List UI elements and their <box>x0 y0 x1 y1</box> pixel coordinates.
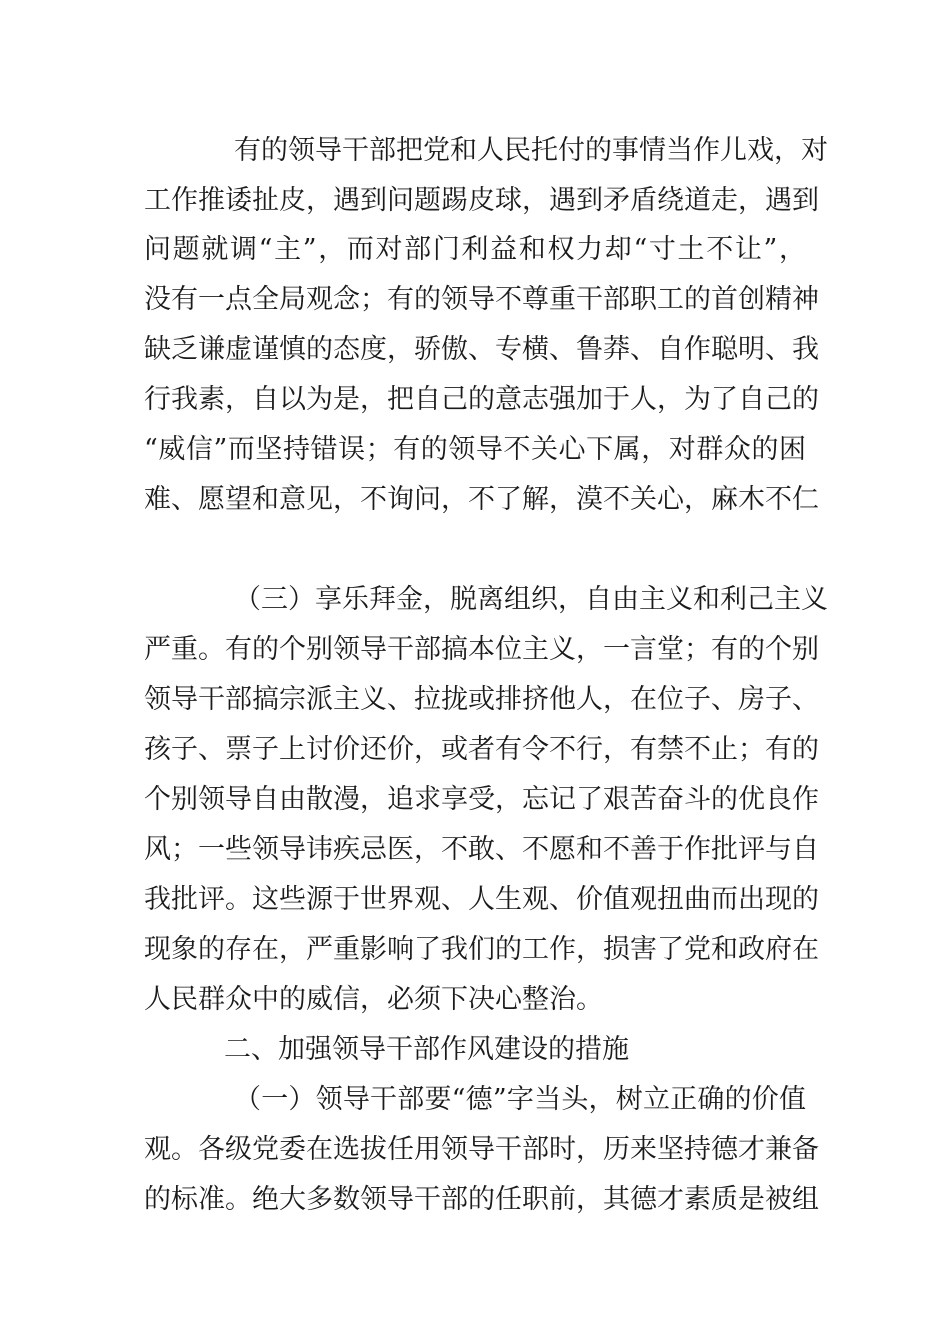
text-line: 工作推诿扯皮，遇到问题踢皮球，遇到矛盾绕道走，遇到 <box>144 185 819 216</box>
text-line: 问题就调“主”，而对部门利益和权力却“寸土不让”， <box>144 234 806 265</box>
text-line: 有的领导干部把党和人民托付的事情当作儿戏，对 <box>234 135 828 166</box>
text-line: 风；一些领导讳疾忌医，不敢、不愿和不善于作批评与自 <box>144 834 819 865</box>
text-line: 的标准。绝大多数领导干部的任职前，其德才素质是被组 <box>144 1184 819 1215</box>
text-line: 个别领导自由散漫，追求享受，忘记了艰苦奋斗的优良作 <box>144 784 819 815</box>
text-line: 孩子、票子上讨价还价，或者有令不行，有禁不止；有的 <box>144 734 819 765</box>
text-line: 没有一点全局观念；有的领导不尊重干部职工的首创精神 <box>144 284 819 315</box>
text-line: 行我素，自以为是，把自己的意志强加于人，为了自己的 <box>144 384 819 415</box>
text-line: 领导干部搞宗派主义、拉拢或排挤他人，在位子、房子、 <box>144 684 819 715</box>
text-line: “威信”而坚持错误；有的领导不关心下属，对群众的困 <box>144 434 806 465</box>
text-line: 我批评。这些源于世界观、人生观、价值观扭曲而出现的 <box>144 884 819 915</box>
text-line: 观。各级党委在选拔任用领导干部时，历来坚持德才兼备 <box>144 1134 819 1165</box>
text-line: 难、愿望和意见，不询问，不了解，漠不关心，麻木不仁 <box>144 484 819 515</box>
text-line: 严重。有的个别领导干部搞本位主义，一言堂；有的个别 <box>144 634 819 665</box>
text-line: （三）享乐拜金，脱离组织，自由主义和利己主义 <box>234 584 828 615</box>
text-line: 现象的存在，严重影响了我们的工作，损害了党和政府在 <box>144 934 819 965</box>
text-line: （一）领导干部要“德”字当头，树立正确的价值 <box>234 1084 806 1115</box>
section-heading: 二、加强领导干部作风建设的措施 <box>224 1034 629 1065</box>
text-line: 人民群众中的威信，必须下决心整治。 <box>144 984 603 1015</box>
text-line: 缺乏谦虚谨慎的态度，骄傲、专横、鲁莽、自作聪明、我 <box>144 334 819 365</box>
